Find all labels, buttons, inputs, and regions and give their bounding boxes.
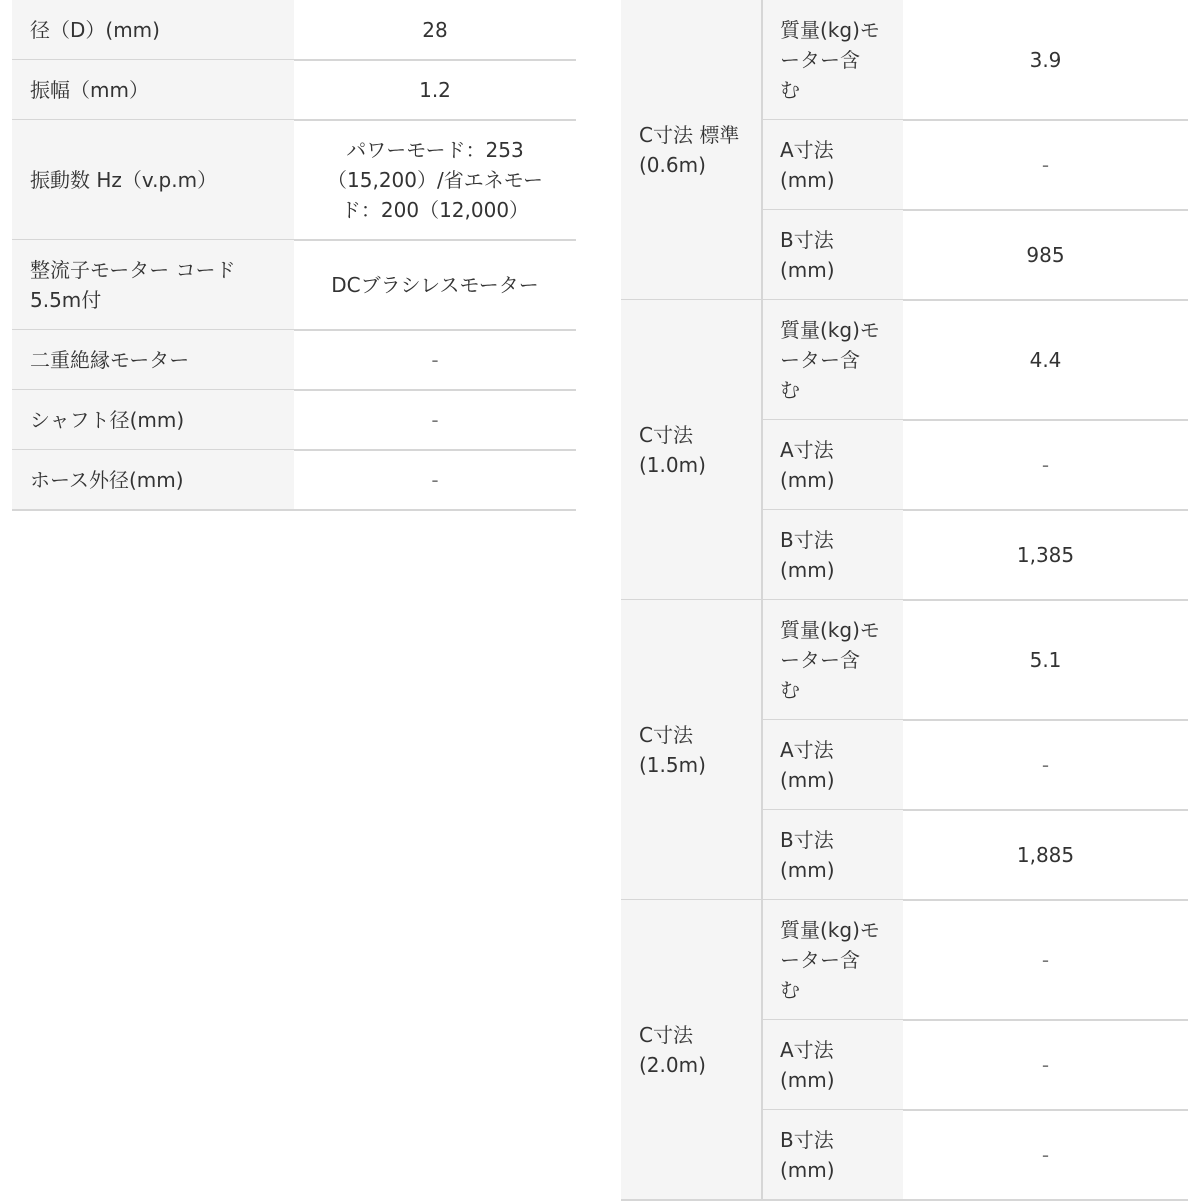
- sub-label: A寸法 (mm): [780, 138, 835, 192]
- sub-value: -: [1041, 453, 1050, 477]
- group-label: C寸法 (1.5m): [639, 723, 706, 777]
- spec-label: シャフト径(mm): [30, 408, 185, 432]
- sub-label: 質量(kg)モ ーター含 む: [780, 18, 880, 102]
- spec-value: DCブラシレスモーター: [331, 273, 539, 297]
- group-label: C寸法 標準 (0.6m): [639, 123, 740, 177]
- sub-label: A寸法 (mm): [780, 738, 835, 792]
- spec-value: -: [431, 468, 439, 492]
- sub-label: B寸法 (mm): [780, 528, 835, 582]
- spec-label: 二重絶縁モーター: [30, 348, 190, 372]
- sub-label: A寸法 (mm): [780, 1038, 835, 1092]
- sub-label: B寸法 (mm): [780, 228, 835, 282]
- sub-value: 3.9: [1029, 48, 1062, 72]
- spec-value: 1.2: [419, 78, 451, 102]
- spec-value: パワーモード：253 （15,200）/省エネモー ド：200（12,000）: [327, 138, 543, 222]
- spec-value: -: [431, 348, 439, 372]
- sub-label: A寸法 (mm): [780, 438, 835, 492]
- sub-value: -: [1041, 1053, 1050, 1077]
- spec-label: 振動数 Hz（v.p.m）: [30, 168, 218, 192]
- group-label: C寸法 (2.0m): [639, 1023, 706, 1077]
- sub-value: 5.1: [1029, 648, 1062, 672]
- sub-value: 4.4: [1029, 348, 1062, 372]
- spec-label: ホース外径(mm): [30, 468, 184, 492]
- sub-value: -: [1041, 753, 1050, 777]
- sub-label: 質量(kg)モ ーター含 む: [780, 918, 880, 1002]
- spec-label: 整流子モーター コード 5.5m付: [30, 258, 236, 312]
- sub-value: 1,385: [1016, 543, 1075, 567]
- sub-label: 質量(kg)モ ーター含 む: [780, 318, 880, 402]
- sub-value: -: [1041, 1143, 1050, 1167]
- sub-label: B寸法 (mm): [780, 828, 835, 882]
- sub-value: -: [1041, 948, 1050, 972]
- sub-value: 1,885: [1016, 843, 1075, 867]
- group-label: C寸法 (1.0m): [639, 423, 706, 477]
- spec-label: 径（D）(mm): [30, 18, 160, 42]
- spec-label: 振幅（mm）: [30, 78, 149, 102]
- sub-value: -: [1041, 153, 1050, 177]
- sub-value: 985: [1026, 243, 1065, 267]
- row-divider: [12, 509, 576, 511]
- sub-label: 質量(kg)モ ーター含 む: [780, 618, 880, 702]
- spec-value: -: [431, 408, 439, 432]
- sub-label: B寸法 (mm): [780, 1128, 835, 1182]
- spec-value: 28: [422, 18, 448, 42]
